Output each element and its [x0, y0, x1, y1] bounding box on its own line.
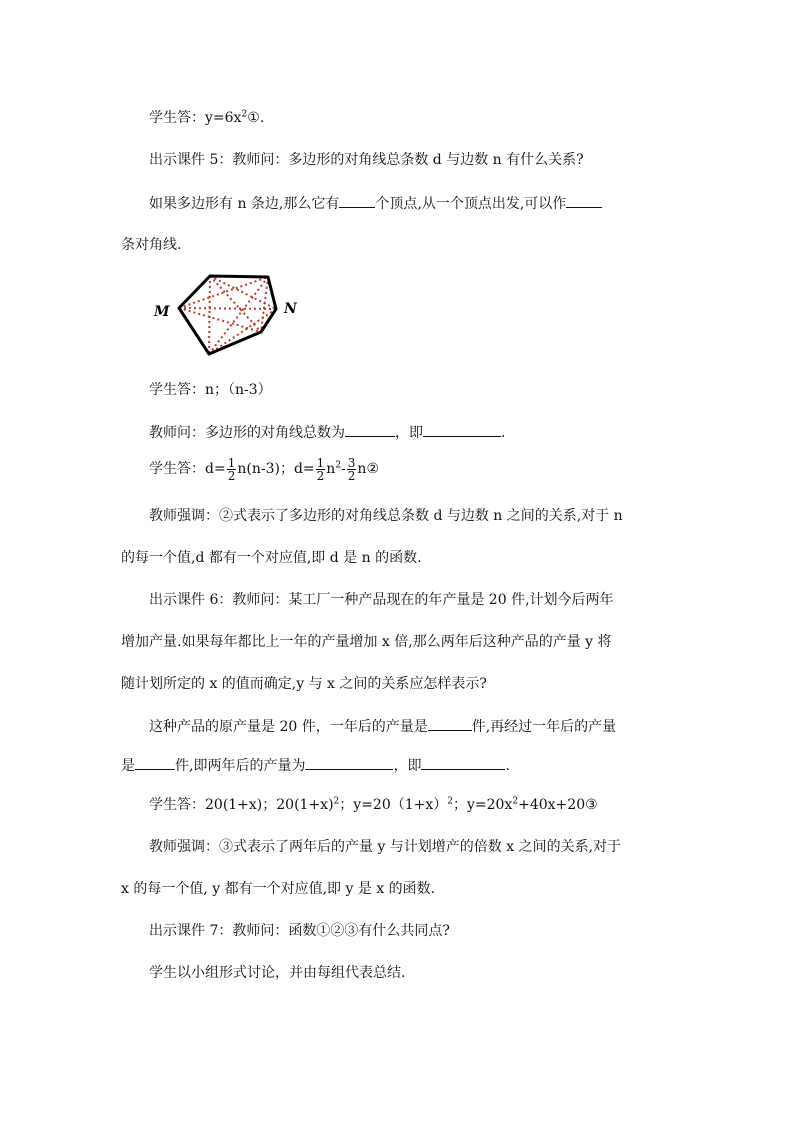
label-n: N: [284, 301, 297, 317]
courseware-6-line3: 随计划所定的 x 的值而确定,y 与 x 之间的关系应怎样表示?: [121, 676, 487, 692]
production-question-line2: 是 件,即两年后的产量为 ，即 .: [121, 755, 681, 776]
production-question-line1: 这种产品的原产量是 20 件，一年后的产量是 件,再经过一年后的产量: [149, 716, 709, 737]
diagonal-line: [209, 276, 210, 354]
student-answer-3: 学生答：20(1+x)；$20(1+x)^2$；$y=20(1+x)^2$；$y=20x^2+40x+20③$: [149, 796, 598, 813]
student-answer-2: 学生答：n；（n-3）: [149, 382, 272, 398]
fraction: $\frac{1}{2}$: [316, 455, 325, 483]
diagonal-line: [209, 309, 276, 354]
blank-formula: [423, 422, 501, 437]
fraction: $\frac{3}{2}$: [347, 455, 356, 483]
blank-formula-y: [421, 755, 505, 770]
blank-total-diagonals: [345, 422, 395, 437]
courseware-5-question: 出示课件 5：教师问：多边形的对角线总条数 d 与边数 n 有什么关系?: [149, 152, 584, 168]
teacher-emphasis-2-line2: 的每一个值,d 都有一个对应值,即 d 是 n 的函数.: [121, 550, 422, 566]
courseware-6-line1: 出示课件 6：教师问：某工厂一种产品现在的年产量是 20 件,计划今后两年: [149, 592, 614, 608]
polygon-diagonals: [179, 276, 276, 354]
teacher-question-diagonal-total: 教师问：多边形的对角线总数为 ，即 .: [149, 422, 709, 443]
polygon-diagram: [150, 268, 310, 363]
blank-two-year-output: [305, 755, 393, 770]
student-answer-formula: 学生答：d= $\frac{1}{2}$ n(n-3)；d= $\frac{1}{2}$ $n^2-$ $\frac{3}{2}$ n②: [149, 455, 379, 483]
courseware-7-question: 出示课件 7：教师问：函数①②③有什么共同点?: [149, 923, 450, 939]
blank-diagonal-from-vertex: [566, 193, 602, 208]
diagonal-line: [179, 308, 276, 309]
blank-vertex-count: [339, 193, 375, 208]
fraction: $\frac{1}{2}$: [227, 455, 236, 483]
label-m: M: [154, 304, 170, 320]
group-discussion: 学生以小组形式讨论，并由每组代表总结.: [149, 965, 406, 981]
courseware-6-line2: 增加产量.如果每年都比上一年的产量增加 x 倍,那么两年后这种产品的产量 y 将: [121, 634, 612, 650]
blank-two-years: [135, 755, 175, 770]
blank-one-year: [428, 716, 472, 731]
teacher-emphasis-2-line1: 教师强调：②式表示了多边形的对角线总条数 d 与边数 n 之间的关系,对于 n: [149, 508, 623, 524]
student-answer-1: 学生答：$y=6x^2①$.: [149, 109, 265, 126]
teacher-emphasis-3-line1: 教师强调：③式表示了两年后的产量 y 与计划增产的倍数 x 之间的关系,对于: [149, 839, 622, 855]
polygon-question-line2: 条对角线.: [121, 237, 182, 253]
polygon-outline: [179, 276, 276, 354]
polygon-question-line1: 如果多边形有 n 条边,那么它有 个顶点,从一个顶点出发,可以作: [149, 193, 709, 214]
teacher-emphasis-3-line2: x 的每一个值, y 都有一个对应值,即 y 是 x 的函数.: [121, 881, 436, 897]
